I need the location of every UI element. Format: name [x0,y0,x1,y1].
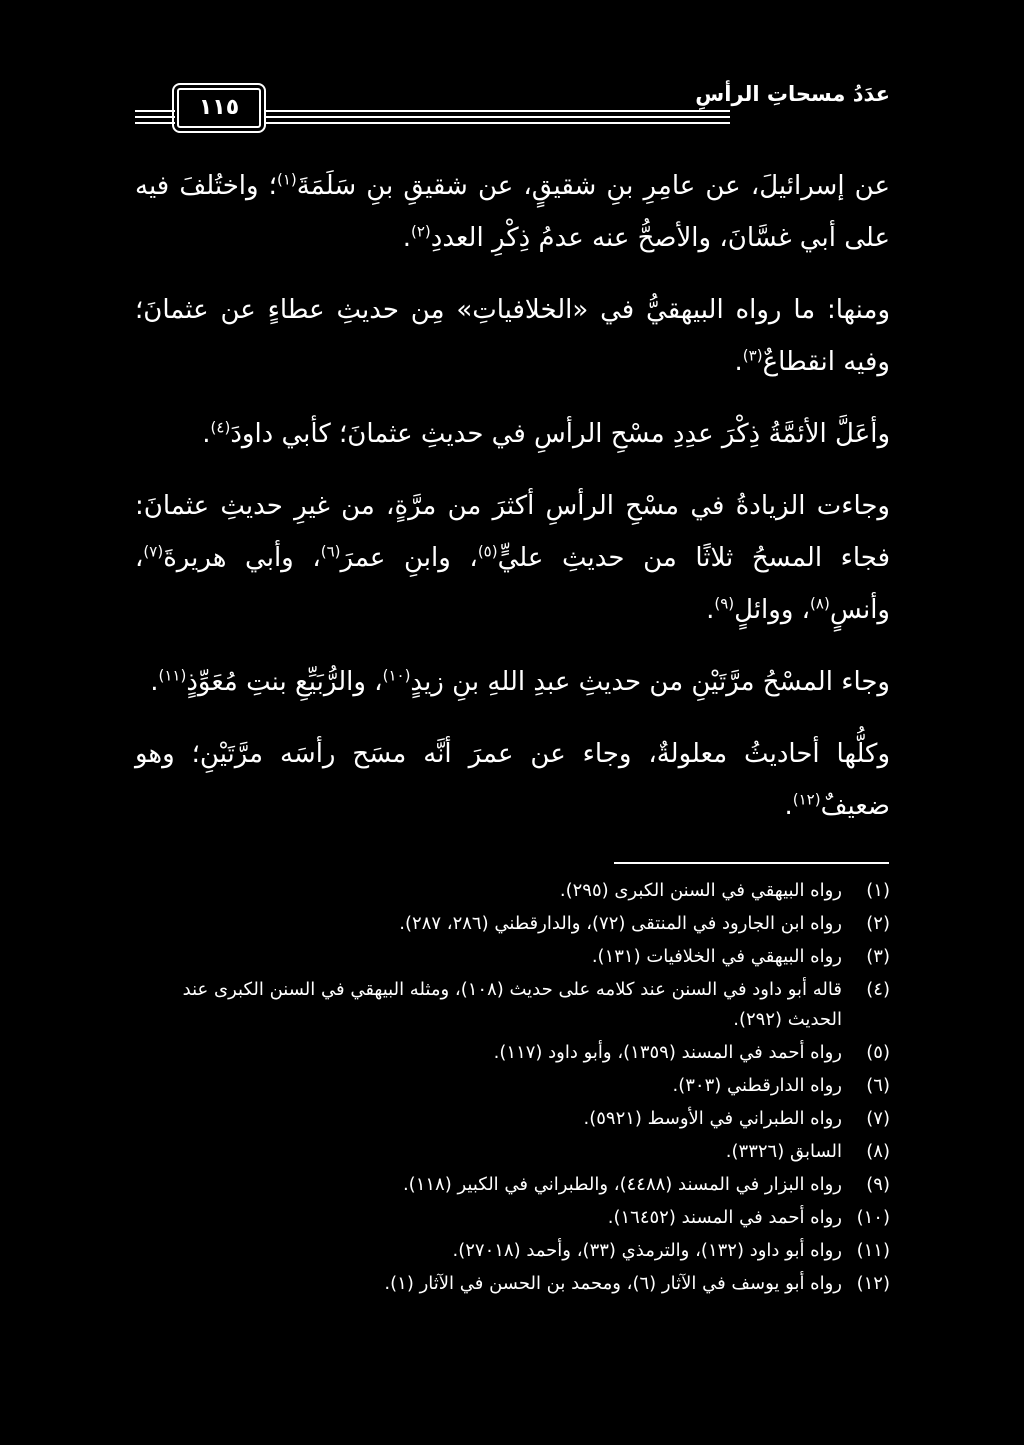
footnotes [135,876,890,1302]
footnote-number: (٧) [866,1108,890,1129]
text-segment: . [706,595,715,625]
footnote-text: رواه البيهقي في السنن الكبرى (٢٩٥). [559,880,842,901]
footnote-text: رواه الدارقطني (٣٠٣). [672,1075,842,1096]
footnote-text: رواه البزار في المسند (٤٤٨٨)، والطبراني في الكبير (١١٨). [402,1174,842,1195]
footnote-marker: (٨) [810,594,830,613]
footnote-marker: (٩) [714,594,735,613]
footnote-separator [614,862,889,864]
footnote-marker: (١٠) [382,666,411,685]
footnote-number: (١٠) [856,1207,890,1228]
text-segment: وأعَلَّ الأئمَّةُ ذِكْرَ عدِدِ مسْحِ الرأسِ في حديثِ عثمانَ؛ كأبي داودَ [230,419,890,449]
footnote-text: السابق (٣٣٢٦). [725,1141,842,1162]
text-segment: ، وأنسٍ [135,543,890,625]
footnote-marker: (٧) [143,542,164,561]
footnote-marker: (١) [276,170,297,189]
footnote-number: (٤) [866,979,890,1000]
footnote-marker: (١١) [158,666,187,685]
header-rule [265,110,730,112]
text-segment: . [734,347,743,377]
text-segment: . [784,791,793,821]
text-segment: ، والرُّبَيِّعِ بنتِ مُعَوِّذٍ [186,667,383,697]
footnote-text: رواه الطبراني في الأوسط (٥٩٢١). [583,1108,842,1129]
footnote [135,1104,890,1134]
footnote-number: (٣) [866,946,890,967]
footnote-number: (٦) [866,1075,890,1096]
footnote-marker: (١٢) [792,790,821,809]
page-number: ١١٥ [177,88,261,128]
footnote-number: (٥) [866,1042,890,1063]
footnote-number: (٩) [866,1174,890,1195]
header-rule-short [135,110,175,112]
paragraph [135,160,890,264]
text-segment: . [402,223,411,253]
footnote-text: رواه ابن الجارود في المنتقى (٧٢)، والدارقطني (٢٨٦، ٢٨٧). [399,913,842,934]
footnote [135,1071,890,1101]
paragraph [135,284,890,388]
header-rule-short [135,122,175,124]
text-segment: وجاءت الزيادةُ في مسْحِ الرأسِ أكثرَ من مرَّةٍ، من غيرِ حديثِ عثمانَ: فجاء المسحُ ثلاثًا من حديثِ عليٍّ [135,491,891,573]
text-segment: عن إسرائيلَ، عن عامِرِ بنِ شقيقٍ، عن شقيقِ بنِ سَلَمَةَ [296,171,890,201]
text-segment: ، وأبي هريرةَ [163,543,321,573]
footnote [135,1236,890,1266]
text-segment: ومنها: ما رواه البيهقيُّ في «الخلافياتِ» مِن حديثِ عطاءٍ عن عثمانَ؛ وفيه انقطاعٌ [135,295,890,377]
text-segment: . [150,667,159,697]
header-rule [265,122,730,124]
footnote-marker: (٤) [210,418,231,437]
paragraph [135,656,890,708]
running-title: عدَدُ مسحاتِ الرأسِ [695,82,890,106]
text-segment: ؛ واختُلفَ فيه على أبي غسَّانَ، والأصحُّ عنه عدمُ ذِكْرِ العددِ [135,171,890,253]
paragraph [135,480,890,636]
paragraph [135,728,890,832]
text-segment: وجاء المسْحُ مرَّتَيْنِ من حديثِ عبدِ اللهِ بنِ زيدٍ [410,667,890,697]
footnote-text: قاله أبو داود في السنن عند كلامه على حديث (١٠٨)، ومثله البيهقي في السنن الكبرى عند الحديث (٢٩٢). [182,979,842,1030]
footnote-marker: (٥) [477,542,498,561]
footnote [135,876,890,906]
footnote [135,909,890,939]
footnote [135,1203,890,1233]
footnote-number: (١١) [856,1240,890,1261]
text-segment: . [202,419,211,449]
footnote-number: (٨) [866,1141,890,1162]
footnote [135,1038,890,1068]
text-segment: ، ووائلٍ [734,595,811,625]
footnote-marker: (٢) [411,222,431,241]
page-header [135,80,890,130]
footnote-text: رواه أحمد في المسند (١٦٤٥٢). [607,1207,842,1228]
main-text [135,160,890,852]
footnote-text: رواه أحمد في المسند (١٣٥٩)، وأبو داود (١١٧). [493,1042,842,1063]
footnote-number: (١) [866,880,890,901]
footnote [135,942,890,972]
footnote-text: رواه أبو يوسف في الآثار (٦)، ومحمد بن الحسن في الآثار (١). [384,1273,842,1294]
text-segment: ، وابنِ عمرَ [340,543,478,573]
paragraph [135,408,890,460]
footnote-number: (١٢) [856,1273,890,1294]
footnote [135,975,890,1035]
footnote [135,1269,890,1299]
footnote-number: (٢) [866,913,890,934]
header-rule-short [135,116,175,118]
footnote [135,1137,890,1167]
footnote-marker: (٦) [320,542,341,561]
text-segment: وكلُّها أحاديثُ معلولةٌ، وجاء عن عمرَ أنَّه مسَح رأسَه مرَّتَيْنِ؛ وهو ضعيفٌ [135,739,890,821]
footnote [135,1170,890,1200]
footnote-text: رواه أبو داود (١٣٢)، والترمذي (٣٣)، وأحمد (٢٧٠١٨). [452,1240,842,1261]
footnote-text: رواه البيهقي في الخلافيات (١٣١). [591,946,842,967]
header-rule [265,116,730,118]
footnote-marker: (٣) [742,346,763,365]
